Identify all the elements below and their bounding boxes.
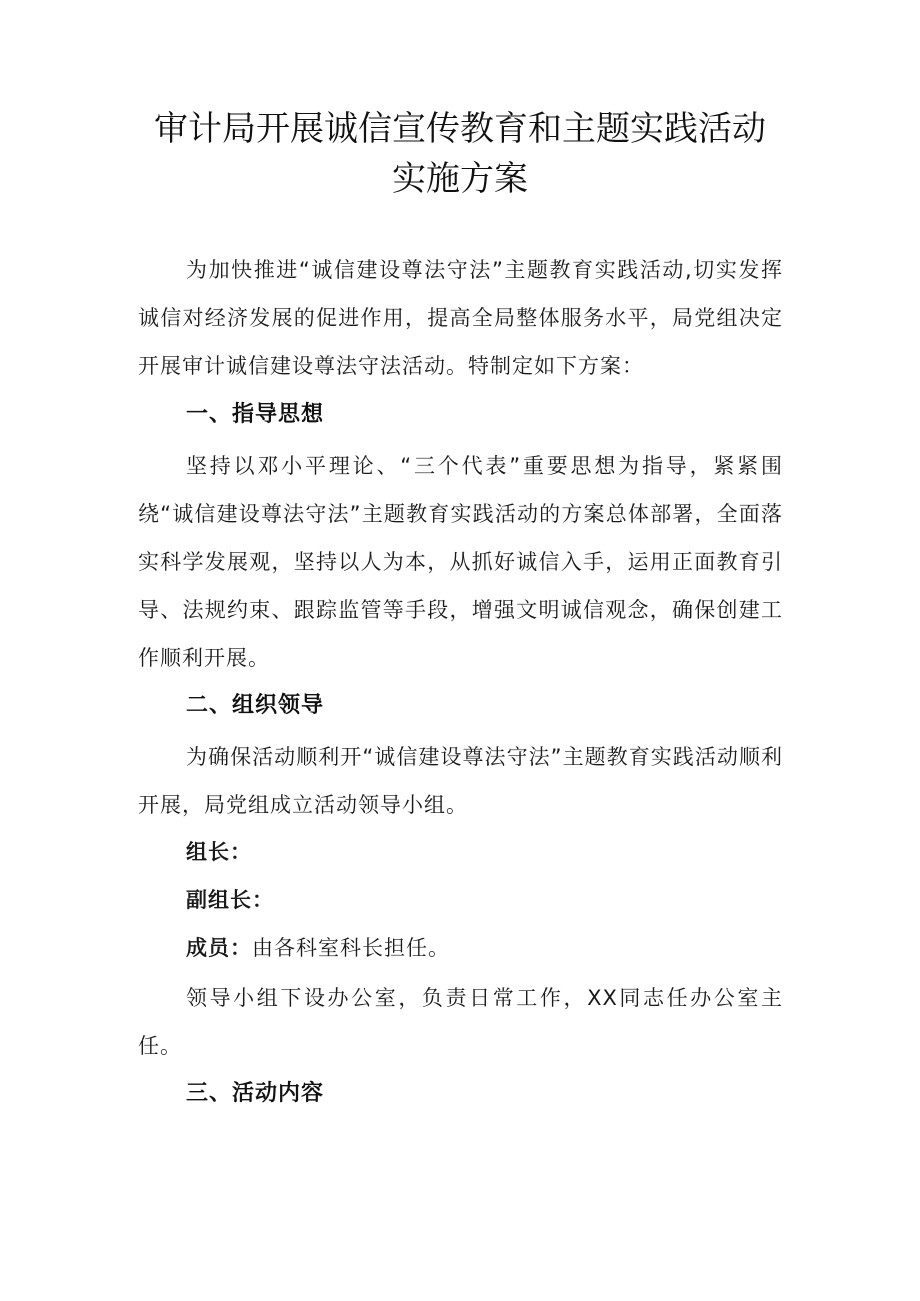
section-1-heading: 一、指导思想 (186, 402, 325, 427)
members-line (186, 932, 450, 964)
intro-paragraph: 为加快推进“诚信建设尊法守法”主题教育实践活动,切实发挥诚信对经济发展的促进作用，提高全局整体服务水平，局党组决定开展审计诚信建设尊法守法活动。特制定如下方案： (138, 258, 783, 378)
leader-line (186, 836, 252, 868)
section-3-heading: 三、活动内容 (186, 1081, 325, 1106)
section-2-heading: 二、组织领导 (186, 693, 325, 718)
section-2-paragraph: 为确保活动顺利开“诚信建设尊法守法”主题教育实践活动顺利开展，局党组成立活动领导小组。 (138, 745, 783, 817)
deputy-leader-label: 副组长： (186, 888, 274, 912)
members-value: 由各科室科长担任。 (252, 936, 450, 960)
office-paragraph: 领导小组下设办公室，负责日常工作，XX同志任办公室主任。 (138, 986, 783, 1058)
document-title-line-2: 实施方案 (392, 159, 528, 199)
deputy-leader-line (186, 884, 274, 916)
members-label: 成员： (186, 936, 252, 960)
leader-label: 组长： (186, 840, 252, 864)
section-1-paragraph: 坚持以邓小平理论、“三个代表”重要思想为指导，紧紧围绕“诚信建设尊法守法”主题教育实践活动的方案总体部署，全面落实科学发展观，坚持以人为本，从抓好诚信入手，运用正面教育引导、法规约束、跟踪监管等手段，增强文明诚信观念，确保创建工作顺利开展。 (138, 454, 783, 670)
document-title-line-1: 审计局开展诚信宣传教育和主题实践活动 (154, 109, 766, 149)
